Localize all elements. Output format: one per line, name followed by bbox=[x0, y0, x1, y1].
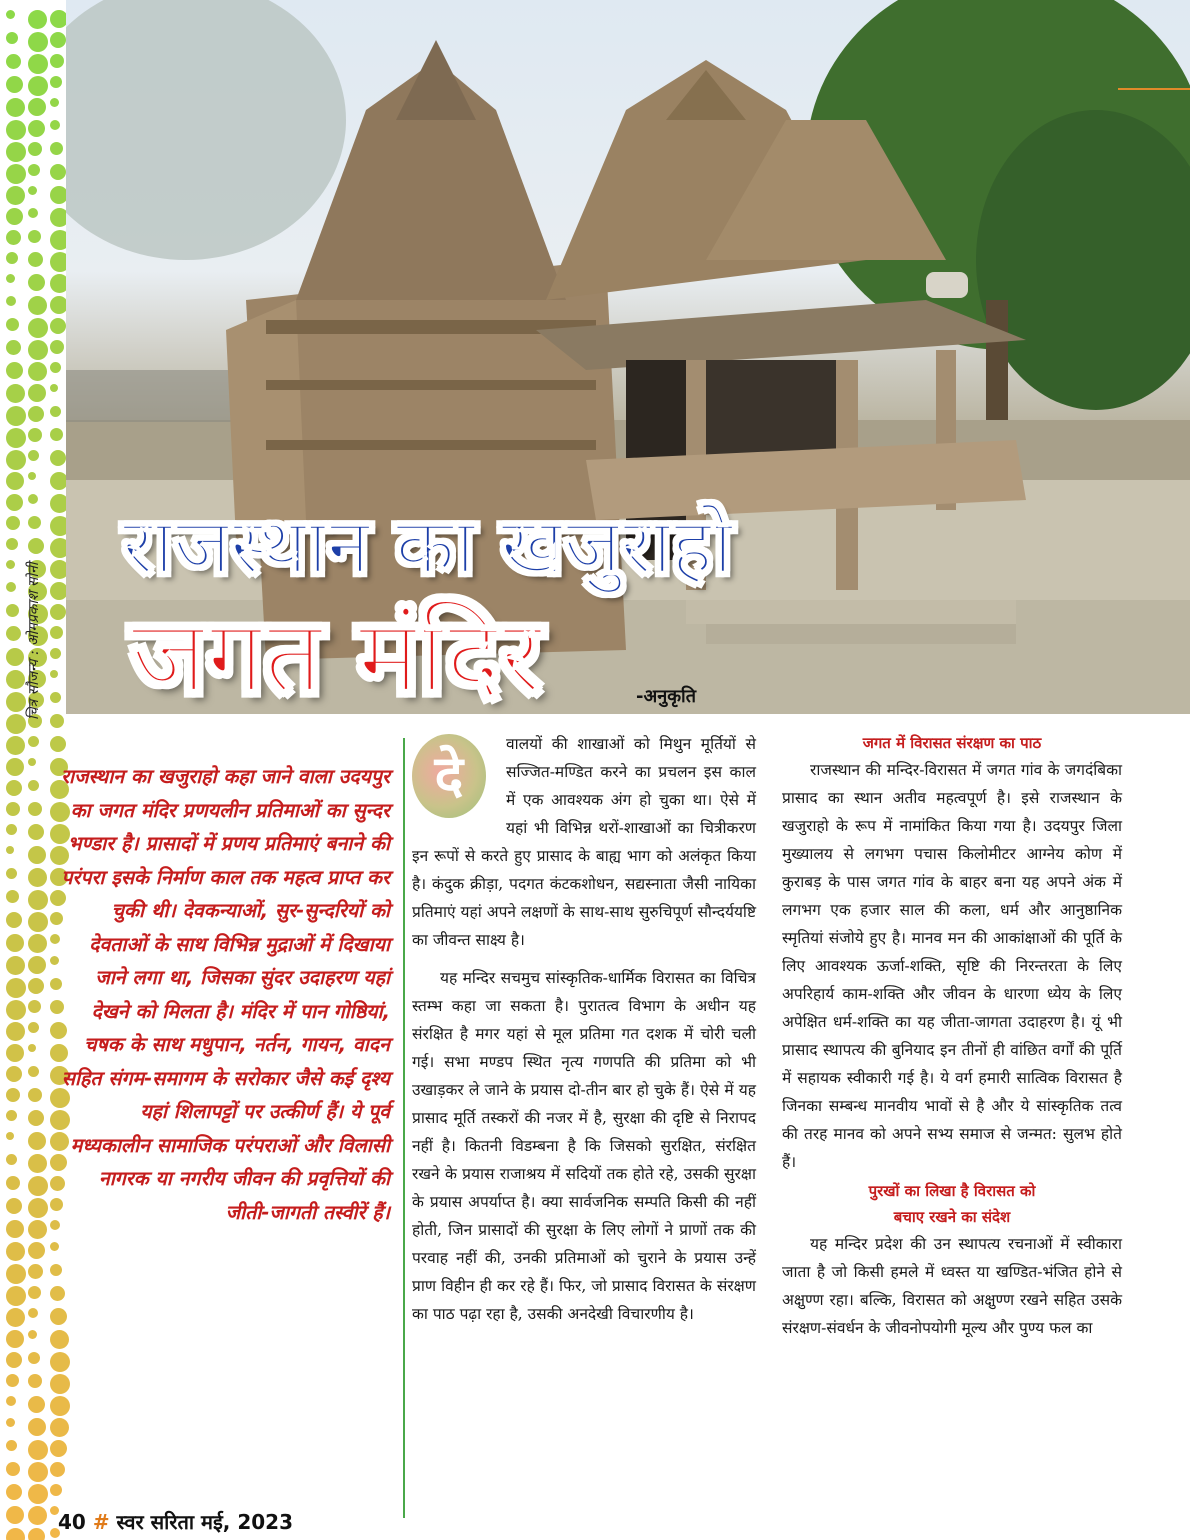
decorative-dot bbox=[6, 296, 16, 306]
decorative-dot bbox=[50, 98, 59, 107]
decorative-dot bbox=[6, 494, 23, 511]
right-paragraph-1: राजस्थान की मन्दिर-विरासत में जगत गांव के जगदंबिका प्रासाद का स्थान अतीव महत्वपूर्ण है। इसे राजस्थान के खजुराहो के रूप में नामांकित किया गया है। उदयपुर जिला मुख्यालय से लगभग पचास किलोमीटर आग्नेय कोण में कुराबड़ के पास जगत गांव के बाहर बना यह अपने अंक में लगभग एक हजार साल की कला, धर्म और आनुष्ठानिक स्मृतियां संजोये हुए है। मानव मन की आकांक्षाओं की पूर्ति के लिए आवश्यक ऊर्जा-शक्ति, सृष्टि की निरन्तरता के लिए अपरिहार्य काम-शक्ति और जीवन के धारणा ध्येय के लिए अपेक्षित धर्म-शक्ति का यह जीता-जागता उदाहरण है। यूं भी प्रासाद स्थापत्य की बुनियाद इन तीनों ही वांछित वर्गों की पूर्ति में सहायक स्वीकारी गई है। ये वर्ग हमारी सात्विक विरासत है जिनका सम्बन्ध मानवीय भावों से है और ये सांस्कृतिक तत्व की तरह मानव को अपने सभ्य समाज से जन्मत: सुलभ होते हैं। bbox=[782, 761, 1122, 1171]
decorative-dot bbox=[50, 714, 64, 728]
decorative-dot bbox=[28, 1484, 48, 1504]
decorative-dot bbox=[50, 1462, 65, 1477]
decorative-dot bbox=[28, 318, 48, 338]
decorative-dot bbox=[50, 32, 66, 48]
decorative-dot bbox=[6, 1286, 26, 1306]
decorative-dot bbox=[6, 76, 23, 93]
decorative-dot bbox=[6, 450, 26, 470]
decorative-dot bbox=[6, 1242, 25, 1261]
decorative-dot bbox=[6, 1220, 24, 1238]
decorative-dot bbox=[50, 450, 66, 466]
decorative-dot bbox=[6, 1462, 20, 1476]
decorative-dot bbox=[28, 1154, 47, 1173]
decorative-dot bbox=[6, 230, 21, 245]
decorative-dot bbox=[28, 824, 44, 840]
decorative-dot bbox=[6, 824, 17, 835]
decorative-dot bbox=[50, 1374, 70, 1394]
middle-paragraph-2: यह मन्दिर सचमुच सांस्कृतिक-धार्मिक विरासत का विचित्र स्तम्भ कहा जा सकता है। पुरातत्व विभाग के अधीन यह संरक्षित है मगर यहां से मूल प्रतिमा गत दशक में चोरी चली गई। सभा मण्डप स्थित नृत्य गणपति की प्रतिमा को भी उखाड़कर ले जाने के प्रयास दो-तीन बार हो चुके हैं। ऐसे में यह प्रासाद मूर्ति तस्करों की नजर में है, सुरक्षा की दृष्टि से निरापद नहीं है। कितनी विडम्बना है कि जिसको सुरक्षित, संरक्षित रखने के प्रयास राजाश्रय में सदियों तक होते रहे, उसकी सुरक्षा के प्रयास अपर्याप्त है। क्या सार्वजनिक सम्पति किसी की नहीं होती, जिन प्रासादों की सुरक्षा के लिए लोगों ने प्राणों तक की परवाह नहीं की, उनकी प्रतिमाओं को चुराने के प्रयास उन्हें प्राण विहीन ही कर रहे हैं। फिर, जो प्रासाद विरासत के संरक्षण का पाठ पढ़ा रहा है, उसकी अनदेखी विचारणीय है। bbox=[412, 969, 756, 1323]
decorative-dot bbox=[28, 54, 48, 74]
headline-line-1: राजस्थान का खजुराहो bbox=[122, 502, 732, 592]
decorative-dot bbox=[6, 1308, 25, 1327]
decorative-dot bbox=[6, 1418, 15, 1427]
decorative-dot bbox=[28, 890, 48, 910]
decorative-dot bbox=[28, 1462, 48, 1482]
decorative-dot bbox=[28, 802, 42, 816]
decorative-dot bbox=[50, 1242, 59, 1251]
decorative-dot bbox=[6, 472, 24, 490]
decorative-dot bbox=[28, 934, 47, 953]
decorative-dot bbox=[50, 362, 61, 373]
decorative-dot bbox=[28, 1088, 42, 1102]
decorative-dot bbox=[28, 1242, 45, 1259]
decorative-dot bbox=[28, 1044, 36, 1052]
decorative-dot bbox=[6, 516, 20, 530]
decorative-dot bbox=[28, 494, 38, 504]
decorative-dot bbox=[6, 1528, 25, 1540]
decorative-dot bbox=[28, 142, 42, 156]
decorative-dot bbox=[28, 1396, 45, 1413]
decorative-dot bbox=[28, 10, 47, 29]
decorative-dot bbox=[6, 934, 24, 952]
decorative-dot bbox=[6, 1198, 22, 1214]
decorative-dot bbox=[28, 1022, 39, 1033]
decorative-dot bbox=[6, 912, 22, 928]
decorative-dot bbox=[6, 604, 19, 617]
decorative-dot bbox=[6, 1330, 24, 1348]
decorative-dot bbox=[6, 1506, 24, 1524]
decorative-dot bbox=[28, 164, 40, 176]
footer-separator: # bbox=[92, 1510, 110, 1534]
decorative-dot bbox=[50, 76, 62, 88]
decorative-dot bbox=[28, 98, 46, 116]
decorative-dot bbox=[6, 274, 15, 283]
decorative-dot bbox=[50, 142, 63, 155]
decorative-dot bbox=[6, 1176, 20, 1190]
decorative-dot bbox=[50, 1264, 62, 1276]
decorative-dot bbox=[6, 1000, 26, 1020]
decorative-dot bbox=[28, 1308, 38, 1318]
decorative-dot bbox=[28, 1506, 47, 1525]
decorative-dot bbox=[50, 692, 61, 703]
decorative-dot bbox=[28, 32, 48, 52]
decorative-dot bbox=[6, 1264, 26, 1284]
decorative-dot bbox=[28, 186, 37, 195]
decorative-dot bbox=[6, 890, 19, 903]
decorative-dot bbox=[6, 692, 26, 712]
decorative-dot bbox=[6, 802, 20, 816]
decorative-dot bbox=[6, 978, 26, 998]
decorative-dot bbox=[6, 208, 23, 225]
middle-column bbox=[412, 730, 756, 1328]
decorative-dot bbox=[50, 428, 63, 441]
pull-quote-text: राजस्थान का खजुराहो कहा जाने वाला उदयपुर का जगत मंदिर प्रणयलीन प्रतिमाओं का सुन्दर भण्डार है। प्रासादों में प्रणय प्रतिमाएं बनाने की परंपरा इसके निर्माण काल तक महत्व प्राप्त कर चुकी थी। देवकन्याओं, सुर-सुन्दरियों को देवताओं के साथ विभिन्न मुद्राओं में दिखाया जाने लगा था, जिसका सुंदर उदाहरण यहां देखने को मिलता है। मंदिर में पान गोष्ठियां, चषक के साथ मधुपान, नर्तन, गायन, वादन सहित संगम-समागम के सरोकार जैसे कई दृश्य यहां शिलापट्टों पर उत्कीर्ण हैं। ये पूर्व मध्यकालीन सामाजिक परंपराओं और विलासी नागरक या नगरीय जीवन की प्रवृत्तियों की जीती-जागती तस्वीरें हैं। bbox=[61, 765, 390, 1224]
decorative-dot bbox=[28, 76, 48, 96]
decorative-dot bbox=[50, 1308, 67, 1325]
decorative-dot bbox=[6, 538, 18, 550]
decorative-dot bbox=[28, 230, 41, 243]
column-divider bbox=[403, 738, 405, 1518]
decorative-dot bbox=[50, 1220, 60, 1230]
decorative-dot bbox=[28, 1198, 48, 1218]
magazine-issue: स्वर सरिता मई, 2023 bbox=[116, 1510, 294, 1534]
decorative-dot bbox=[28, 340, 48, 360]
decorative-dot bbox=[28, 362, 47, 381]
decorative-dot bbox=[6, 186, 25, 205]
decorative-dot bbox=[6, 1440, 17, 1451]
decorative-dot bbox=[50, 318, 66, 334]
decorative-dot bbox=[6, 626, 21, 641]
decorative-dot bbox=[6, 714, 26, 734]
decorative-dot bbox=[6, 340, 21, 355]
decorative-dot bbox=[28, 1000, 41, 1013]
decorative-dot bbox=[28, 868, 47, 887]
decorative-dot bbox=[50, 956, 59, 965]
decorative-dot bbox=[28, 1528, 45, 1540]
decorative-dot bbox=[6, 736, 25, 755]
decorative-dot bbox=[6, 846, 14, 854]
decorative-dot bbox=[6, 1154, 17, 1165]
author-byline: -अनुकृति bbox=[636, 686, 696, 707]
decorative-dot bbox=[6, 384, 25, 403]
decorative-dot bbox=[50, 1396, 70, 1416]
decorative-dot bbox=[28, 252, 43, 267]
decorative-dot bbox=[50, 934, 60, 944]
decorative-dot bbox=[6, 758, 24, 776]
pull-quote bbox=[60, 760, 390, 1229]
right-column bbox=[782, 730, 1122, 1342]
decorative-dot bbox=[6, 582, 16, 592]
decorative-dot bbox=[28, 1066, 39, 1077]
decorative-dot bbox=[6, 1374, 19, 1387]
decorative-dot bbox=[6, 142, 26, 162]
decorative-dot bbox=[28, 846, 46, 864]
decorative-dot bbox=[6, 1110, 17, 1121]
decorative-dot bbox=[6, 780, 22, 796]
decorative-dot bbox=[50, 736, 66, 752]
decorative-dot bbox=[28, 1176, 48, 1196]
decorative-dot bbox=[28, 978, 44, 994]
decorative-dot bbox=[28, 1110, 44, 1126]
decorative-dot bbox=[28, 274, 45, 291]
decorative-dot bbox=[6, 1044, 24, 1062]
decorative-dot bbox=[28, 296, 47, 315]
decorative-dot bbox=[6, 10, 15, 19]
decorative-dot bbox=[6, 1066, 22, 1082]
decorative-dot bbox=[28, 1440, 48, 1460]
decorative-dot bbox=[6, 252, 18, 264]
decorative-dot bbox=[6, 164, 26, 184]
drop-cap bbox=[412, 734, 496, 818]
decorative-dot bbox=[50, 1418, 69, 1437]
decorative-dot bbox=[28, 406, 44, 422]
page-number: 40 bbox=[58, 1510, 86, 1534]
decorative-dot bbox=[6, 406, 26, 426]
top-orange-rule bbox=[1118, 88, 1190, 90]
decorative-dot bbox=[28, 736, 39, 747]
decorative-dot bbox=[28, 472, 36, 480]
decorative-dot bbox=[50, 626, 63, 639]
decorative-dot bbox=[28, 1374, 42, 1388]
decorative-dot bbox=[6, 54, 21, 69]
drop-cap-letter: दे bbox=[412, 734, 486, 818]
middle-paragraph-1: वालयों की शाखाओं को मिथुन मूर्तियों से सज्जित-मण्डित करने का प्रचलन इस काल में एक आवश्यक अंग हो चुका था। ऐसे में यहां भी विभिन्न थरों-शाखाओं का चित्रीकरण इन रूपों से करते हुए प्रासाद के बाह्य भाग को अलंकृत किया है। कंदुक क्रीड़ा, पदगत कंटकशोधन, सद्यस्नाता जैसी नायिका प्रतिमाएं यहां अपने लक्षणों के साथ-साथ सुरुचिपूर्ण सौन्दर्ययष्टि का जीवन्त साक्ष्य है। bbox=[412, 735, 756, 949]
decorative-dot bbox=[6, 670, 25, 689]
decorative-dot bbox=[50, 1286, 65, 1301]
decorative-dot bbox=[6, 1022, 25, 1041]
decorative-dot bbox=[6, 560, 15, 569]
decorative-dot bbox=[6, 1396, 16, 1406]
decorative-dot bbox=[50, 648, 61, 659]
decorative-dot bbox=[28, 1132, 46, 1150]
decorative-dot bbox=[28, 384, 46, 402]
decorative-dot bbox=[6, 1484, 22, 1500]
decorative-dot bbox=[6, 318, 19, 331]
decorative-dot bbox=[50, 604, 66, 620]
decorative-dot bbox=[50, 1330, 69, 1349]
decorative-dot bbox=[28, 1264, 43, 1279]
decorative-dot bbox=[28, 208, 38, 218]
decorative-dot bbox=[6, 956, 25, 975]
decorative-dot bbox=[28, 1330, 37, 1339]
section-heading-2-line-2: बचाए रखने का संदेश bbox=[893, 1208, 1011, 1226]
decorative-dot bbox=[28, 956, 46, 974]
decorative-dot bbox=[28, 450, 39, 461]
decorative-dot bbox=[28, 1418, 46, 1436]
decorative-dot bbox=[6, 98, 25, 117]
decorative-dot bbox=[28, 1220, 47, 1239]
right-paragraph-2: यह मन्दिर प्रदेश की उन स्थापत्य रचनाओं में स्वीकारा जाता है जो किसी हमले में ध्वस्त या खण्डित-भंजित होने से अक्षुण्ण रहा। बल्कि, विरासत को अक्षुण्ण रखने सहित उसके संरक्षण-संवर्धन के जीवनोपयोगी मूल्य और पुण्य फल का bbox=[782, 1235, 1122, 1337]
decorative-dot bbox=[28, 1352, 40, 1364]
decorative-dot bbox=[6, 1352, 22, 1368]
section-heading-1: जगत में विरासत संरक्षण का पाठ bbox=[862, 734, 1042, 752]
decorative-dot bbox=[6, 868, 17, 879]
decorative-dot bbox=[6, 120, 26, 140]
decorative-dot bbox=[50, 54, 64, 68]
headline-line-2: जगत मंदिर bbox=[130, 595, 542, 717]
decorative-dot bbox=[50, 384, 58, 392]
section-heading-2-line-1: पुरखों का लिखा है विरासत को bbox=[868, 1182, 1036, 1200]
decorative-dot bbox=[6, 1132, 14, 1140]
decorative-dot bbox=[50, 406, 61, 417]
decorative-dot bbox=[28, 1286, 41, 1299]
decorative-dot bbox=[50, 1440, 67, 1457]
decorative-dot bbox=[28, 912, 48, 932]
decorative-dot bbox=[6, 32, 18, 44]
decorative-dot bbox=[28, 120, 45, 137]
photo-credit: चित्र सौजन्य : ओमप्रकाश सोनी bbox=[26, 562, 42, 720]
decorative-dot bbox=[50, 340, 64, 354]
decorative-dot bbox=[6, 362, 23, 379]
decorative-dot bbox=[50, 120, 60, 130]
decorative-dot bbox=[28, 780, 39, 791]
decorative-dot bbox=[6, 428, 26, 448]
page-footer bbox=[58, 1508, 293, 1535]
decorative-dot bbox=[6, 1088, 20, 1102]
decorative-dot bbox=[50, 1484, 62, 1496]
decorative-dot bbox=[6, 648, 24, 666]
decorative-dot bbox=[28, 758, 36, 766]
decorative-dot bbox=[28, 428, 42, 442]
decorative-dot bbox=[50, 670, 58, 678]
decorative-dot bbox=[50, 164, 66, 180]
decorative-dot bbox=[50, 1352, 70, 1372]
